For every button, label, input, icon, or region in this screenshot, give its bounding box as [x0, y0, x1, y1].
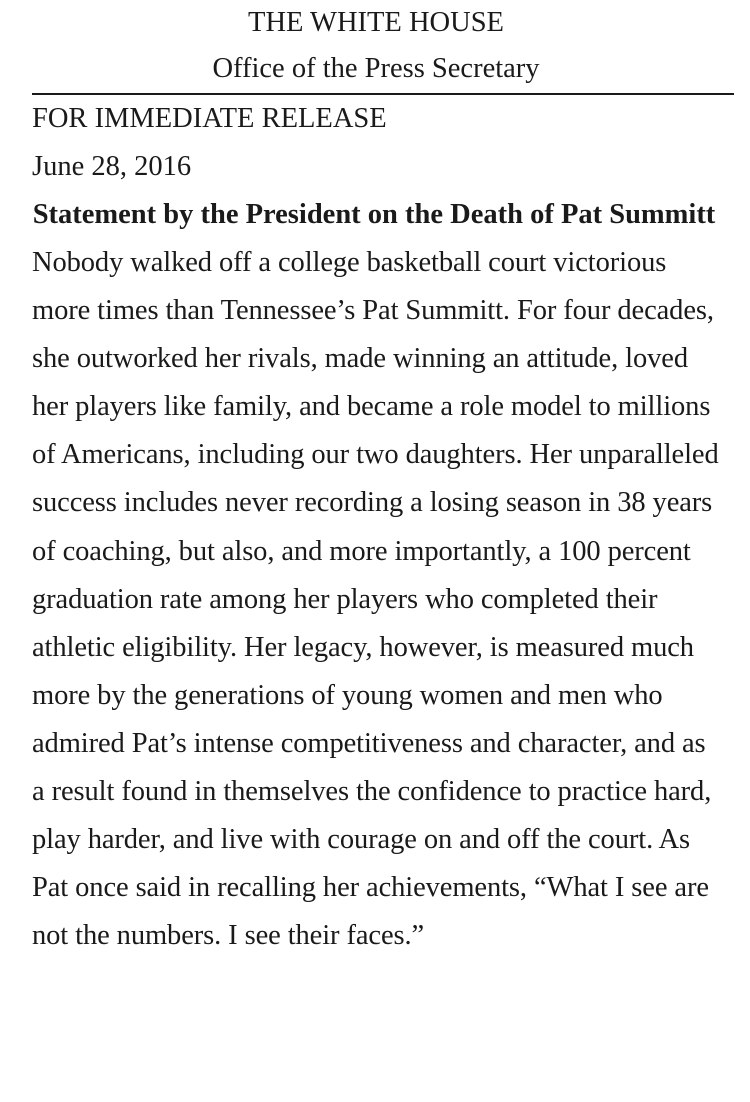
organization-name: THE WHITE HOUSE — [248, 7, 504, 38]
release-date: June 28, 2016 — [32, 151, 192, 182]
statement-title: Statement by the President on the Death of Pat Summitt — [32, 199, 716, 230]
release-label: FOR IMMEDIATE RELEASE — [32, 103, 387, 134]
statement-body: Nobody walked off a college basketball court victorious more times than Tennessee’s Pat Summitt. For four decades, she outworked her rivals, made winning an attitude, loved her players like family, and became a role model to millions of Americans, including our two daughters. Her unparalleled success includes never recording a losing season in 38 years of coaching, but also, and more importantly, a 100 percent graduation rate among her players who completed their athletic eligibility. Her legacy, however, is measured much more by the generations of young women and men who admired Pat’s intense competitiveness and character, and as a result found in themselves the confidence to practice hard, play harder, and live with courage on and off the court. As Pat once said in recalling her achievements, “What I see are not the numbers. I see their faces.” — [32, 247, 719, 952]
office-name: Office of the Press Secretary — [212, 53, 540, 84]
